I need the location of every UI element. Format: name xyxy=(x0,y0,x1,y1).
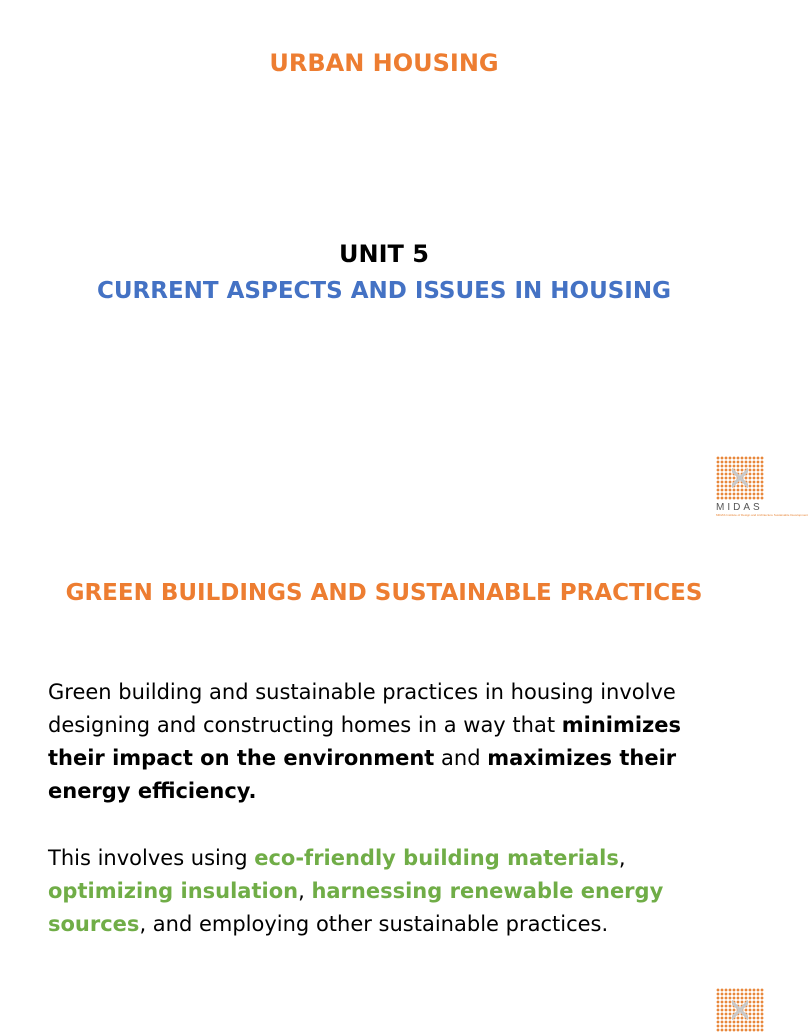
paragraph-text: and xyxy=(434,746,488,770)
highlight-text: optimizing insulation xyxy=(48,879,299,903)
paragraph-text: Green building and sustainable practices in housing involve designing and constructing homes in a way that xyxy=(48,680,676,737)
separator-text: , xyxy=(298,879,312,903)
midas-logo-bottom xyxy=(716,988,768,1024)
paragraph-intro xyxy=(48,676,716,808)
paragraph-text: , and employing other sustainable practices. xyxy=(139,912,609,936)
midas-logo-mark-icon xyxy=(716,988,764,1032)
paragraph-text: This involves using xyxy=(48,846,255,870)
separator-text: , xyxy=(618,846,626,870)
emphasis-text: maximizes their energy efficiency. xyxy=(48,746,677,803)
header-title: URBAN HOUSING xyxy=(269,49,499,77)
highlight-text: eco-friendly building materials xyxy=(254,846,619,870)
logo-tagline: MIDAS Institute of Design and Architecture Sustainable Development xyxy=(716,513,808,517)
logo-wordmark: MIDAS xyxy=(716,502,763,513)
section-heading: GREEN BUILDINGS AND SUSTAINABLE PRACTICES xyxy=(65,580,703,606)
unit-number: UNIT 5 xyxy=(339,240,429,268)
midas-logo xyxy=(716,456,808,517)
highlight-text: harnessing renewable energy sources xyxy=(48,879,664,936)
unit-title: CURRENT ASPECTS AND ISSUES IN HOUSING xyxy=(96,278,671,304)
paragraph-practices xyxy=(48,842,716,941)
midas-logo-mark-icon xyxy=(716,456,764,500)
emphasis-text: minimizes their impact on the environment xyxy=(48,713,682,770)
